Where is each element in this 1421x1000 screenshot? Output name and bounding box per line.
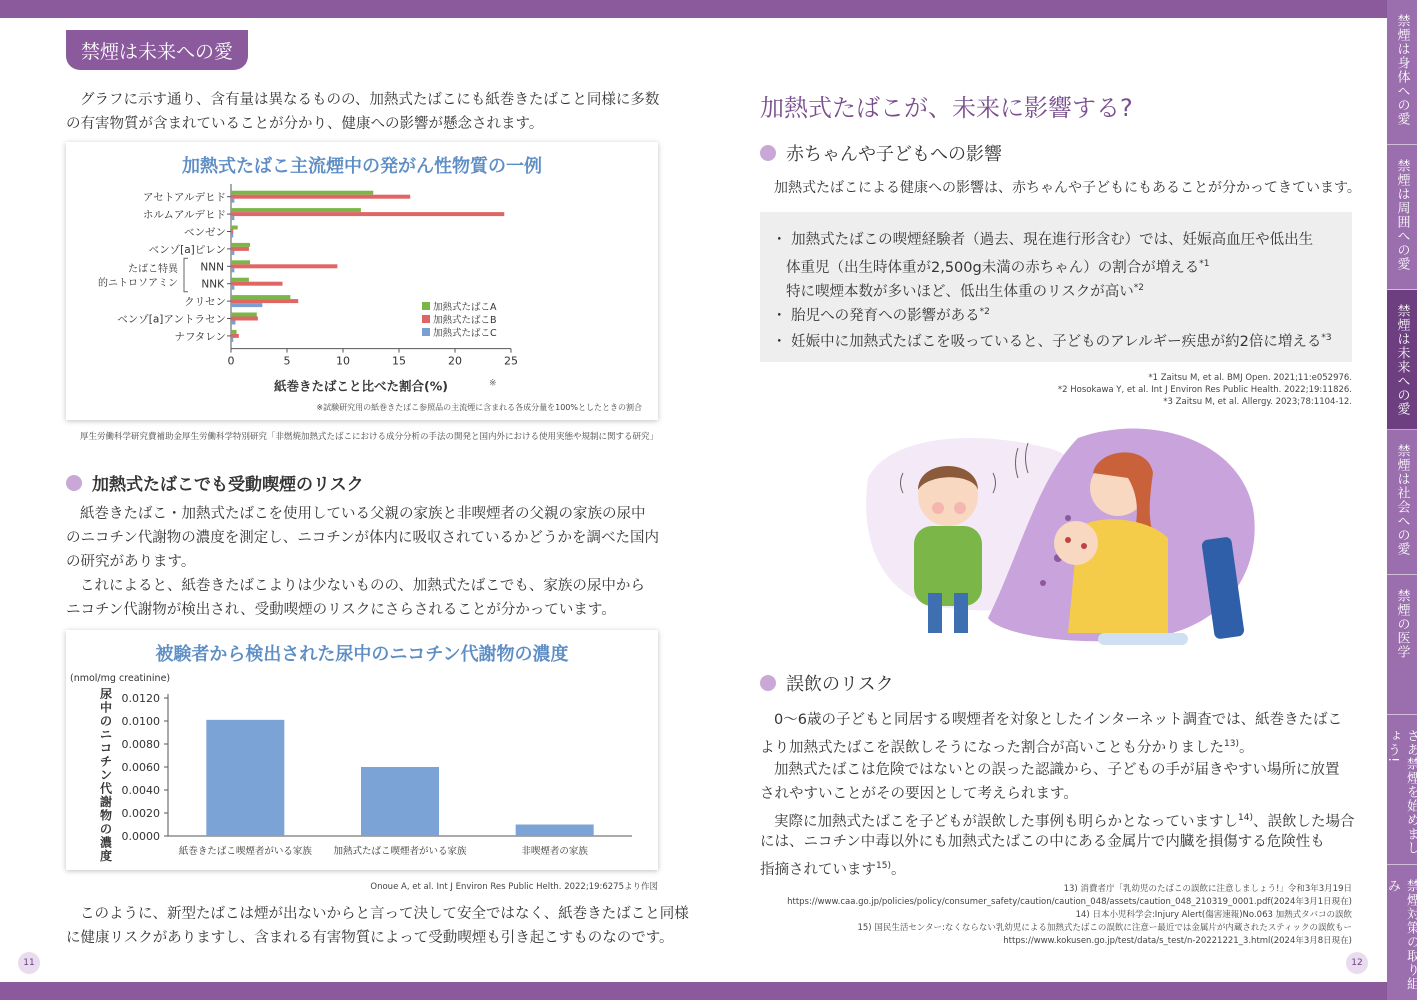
heading-text: 誤飲のリスク [786,674,894,695]
unit-label: (nmol/mg creatinine) [70,673,171,684]
legend-label: 加熱式たばこB [433,315,497,326]
bar [231,330,237,334]
bar [231,243,250,247]
intro-line-1: グラフに示す通り、含有量は異なるものの、加熱式たばこにも紙巻きたばこと同様に多数 [80,92,660,108]
ingest-p1-1: 0〜6歳の子どもと同居する喫煙者を対象としたインターネット調査では、紙巻きたばこ [774,712,1343,728]
chart-title: 加熱式たばこ主流煙中の発がん性物質の一例 [182,156,542,177]
bar [231,216,234,220]
paragraph-text: 。 [890,861,906,878]
carcinogen-chart [66,142,658,420]
source-1: 厚生労働科学研究費補助金厚生労働科学特別研究「非燃焼加熱式たばこにおける成分分析の手法の開発と国内外における使用実態や規制に関する研究」 [79,432,658,442]
category-label: NNK [201,278,224,291]
footnote-mark: *1 [1199,259,1210,269]
page-title: 加熱式たばこが、未来に影響する? [760,94,1133,122]
y-tick-label: 0.0000 [121,830,160,843]
footnote-mark: 15) [876,861,891,871]
passive-p1-2: のニコチン代謝物の濃度を測定し、ニコチンが体内に吸収されているかどうかを調べた国内 [66,530,660,546]
side-tab-measures[interactable] [1387,865,1417,1000]
side-tab-future[interactable] [1387,290,1417,430]
bar [231,286,234,290]
chart-title: 被験者から検出された尿中のニコチン代謝物の濃度 [155,644,569,665]
y-tick-label: 0.0060 [121,761,160,774]
heading-children [760,140,1002,166]
bar [231,212,504,216]
legend-label: 加熱式たばこA [433,302,497,313]
bar [231,234,233,238]
side-tab-nav [1387,0,1417,1000]
bar [231,199,234,203]
bar [361,767,439,836]
effect-item-3 [772,326,1332,354]
bar [231,299,298,303]
page-number-right: 12 [1346,952,1368,974]
x-tick-label: 10 [336,354,350,368]
paragraph-text: 、誤飲した場合 [1252,813,1355,830]
bar [231,278,249,282]
bar [231,282,283,286]
footnote-mark: *2 [979,307,990,317]
y-axis-label-char: 尿 [99,687,113,701]
x-axis-label: 紙巻きたばこと比べた割合(%) [274,378,448,394]
effect-text: ・ 妊娠中に加熱式たばこを吸っていると、子どものアレルギー疾患が約2倍に増える [772,333,1322,350]
nicotine-chart-svg [66,630,658,870]
bar [231,317,258,321]
bar [231,313,257,317]
y-axis-label-char: 濃 [99,835,113,850]
reference-15: 15) 国民生活センター:なくならない乳幼児による加熱式たばこの誤飲に注意ー最近では金属片が内蔵されたスティックの誤飲もー [857,923,1352,933]
bar [231,247,249,251]
y-axis-label-char: コ [99,741,113,755]
y-tick-label: 0.0100 [121,715,160,728]
side-tab-medicine[interactable] [1387,575,1417,715]
reference-1: *1 Zaitsu M, et al. BMJ Open. 2021;11:e052976. [1148,373,1352,383]
passive-p1-1: 紙巻きたばこ・加熱式たばこを使用している父親の家族と非喫煙者の父親の家族の尿中 [80,506,646,522]
paragraph-text: 。 [1238,739,1254,756]
y-axis-label-char: の [99,822,113,836]
category-label: ナフタレン [174,330,226,343]
intro-line-2: の有害物質が含まれていることが分かり、健康への影響が懸念されます。 [66,116,544,132]
legend-swatch [422,315,430,323]
x-tick-label: 0 [227,354,235,368]
category-label: ベンゾ[a]ピレン [148,243,226,256]
ingest-p2-2: されやすいことがその要因として考えられます。 [760,786,1078,802]
category-label: アセトアルデヒド [142,191,226,204]
side-tab-label: 禁煙は未来への愛 [1394,304,1410,416]
bar [231,195,410,199]
effect-item-1-line-1: ・ 加熱式たばこの喫煙経験者（過去、現在進行形含む）では、妊娠高血圧や低出生 [772,232,1314,248]
x-tick-label: 15 [392,354,406,368]
footnote-mark: *3 [1321,333,1332,343]
carcinogen-chart-svg [66,142,658,420]
side-tab-label: さあ禁煙を始めましょう! [1385,729,1419,855]
bar [231,334,239,338]
y-tick-label: 0.0120 [121,692,160,705]
legend-label: 加熱式たばこC [433,328,497,339]
ingest-p3-3 [760,854,905,882]
nicotine-chart [66,630,658,870]
bullet-dot-icon [66,475,82,491]
x-axis-label-mark: ※ [489,378,497,389]
x-category-label: 紙巻きたばこ喫煙者がいる家族 [178,846,312,857]
side-tab-body[interactable] [1387,0,1417,145]
bar [231,191,373,195]
section-badge: 禁煙は未来への愛 [66,30,248,70]
page-number-left: 11 [18,952,40,974]
effect-text: ・ 胎児への発育への影響がある [772,307,980,324]
footnote-mark: 13) [1224,739,1239,749]
paragraph-text: より加熱式たばこを誤飲しそうになった割合が高いことも分かりました [760,739,1224,756]
paragraph-text: 指摘されています [760,861,876,878]
reference-3: *3 Zaitsu M, et al. Allergy. 2023;78:1104-12. [1163,397,1352,407]
x-tick-label: 25 [504,354,518,368]
bar [231,208,361,212]
side-tab-label: 禁煙は周囲への愛 [1394,159,1410,271]
heading-text: 加熱式たばこでも受動喫煙のリスク [92,475,364,495]
y-axis-label-char: の [99,714,113,728]
bar [231,338,233,342]
y-axis-label-char: チ [99,754,113,769]
side-tab-society[interactable] [1387,430,1417,575]
bar [231,321,235,325]
mother-and-children-illustration [848,418,1268,658]
top-bar [0,0,1387,18]
y-tick-label: 0.0080 [121,738,160,751]
reference-2: *2 Hosokawa Y, et al. Int J Environ Res Public Health. 2022;19:11826. [1057,385,1352,395]
group-label-line-2: 的ニトロソアミン [98,278,178,289]
footnote-mark: 14) [1238,813,1253,823]
reference-15-url[interactable]: https://www.kokusen.go.jp/test/data/s_test/n-20221221_3.html(2024年3月8日現在) [1003,936,1352,946]
bar [231,295,290,299]
effect-text: 特に喫煙本数が多いほど、低出生体重のリスクが高い [786,283,1134,300]
ingest-p2-1: 加熱式たばこは危険ではないとの誤った認識から、子どもの手が届きやすい場所に放置 [774,762,1340,778]
effect-item-2 [772,300,990,328]
y-axis-label-char: 中 [99,700,113,715]
reference-13: 13) 消費者庁「乳幼児のたばこの誤飲に注意しましょう!」令和3年3月19日 [1063,884,1352,894]
side-tab-label: 禁煙対策の取り組み [1385,879,1419,991]
reference-13-url[interactable]: https://www.caa.go.jp/policies/policy/consumer_safety/caution/caution_048/assets/caution_048_210319_0001.pdf(2024年3月1日現在) [787,897,1352,907]
legend-swatch [422,328,430,336]
side-tab-label: 禁煙の医学 [1394,589,1410,659]
children-paragraph: 加熱式たばこによる健康への影響は、赤ちゃんや子どもにもあることが分かってきています。 [774,180,1361,196]
passive-p2-2: ニコチン代謝物が検出され、受動喫煙のリスクにさらされることが分かっています。 [66,602,616,618]
ingest-p3-2: には、ニコチン中毒以外にも加熱式たばこの中にある金属片で内臓を損傷する危険性も [760,834,1325,850]
chart-note: ※試験研究用の紙巻きたばこ参照品の主流煙に含まれる各成分量を100%としたときの割合 [316,403,642,412]
y-axis-label-char: 代 [99,781,113,796]
source-2: Onoue A, et al. Int J Environ Res Public Helth. 2022;19:6275より作図 [370,882,658,892]
bar [231,303,262,307]
bar [231,264,337,268]
bar [231,251,234,255]
heading-passive-smoking [66,470,364,495]
group-label-line-1: たばこ特異 [128,264,178,275]
closing-2: に健康リスクがありますし、含まれる有害物質によって受動喫煙も引き起こすものなのです。 [66,930,674,946]
group-bracket [184,258,188,291]
bar [231,230,233,234]
passive-p2-1: これによると、紙巻きたばこよりは少ないものの、加熱式たばこでも、家族の尿中から [80,578,645,594]
bar [231,260,250,264]
closing-1: このように、新型たばこは煙が出ないからと言って決して安全ではなく、紙巻きたばこと同様 [80,906,689,922]
category-label: ベンゾ[a]アントラセン [117,313,226,326]
ingest-p1-2 [760,732,1253,760]
side-tab-label: 禁煙は社会への愛 [1394,444,1410,556]
bar [231,268,234,272]
bar [206,720,284,836]
side-tab-label: 禁煙は身体への愛 [1394,14,1410,126]
heading-ingestion [760,670,894,696]
category-label: クリセン [184,296,226,309]
legend-swatch [422,302,430,310]
effect-text: 体重児（出生時体重が2,500g未満の赤ちゃん）の割合が増える [786,259,1200,276]
y-tick-label: 0.0020 [121,807,160,820]
x-tick-label: 5 [283,354,291,368]
category-label: ホルムアルデヒド [142,209,226,222]
side-tab-surroundings[interactable] [1387,145,1417,290]
category-label: NNN [200,261,224,274]
x-category-label: 加熱式たばこ喫煙者がいる家族 [333,846,467,857]
passive-p1-3: の研究があります。 [66,554,196,570]
x-tick-label: 20 [448,354,462,368]
y-axis-label-char: 度 [99,849,113,863]
heading-text: 赤ちゃんや子どもへの影響 [786,144,1002,165]
y-axis-label-char: ニ [99,727,113,742]
bullet-dot-icon [760,675,776,691]
bar [231,226,238,230]
category-label: ベンゼン [184,226,226,239]
side-tab-start[interactable] [1387,715,1417,865]
footnote-mark: *2 [1133,283,1144,293]
y-axis-label-char: 物 [99,808,113,823]
bar [516,825,594,837]
bullet-dot-icon [760,145,776,161]
y-tick-label: 0.0040 [121,784,160,797]
y-axis-label-char: ン [99,768,113,782]
x-category-label: 非喫煙者の家族 [521,846,588,857]
paragraph-text: 実際に加熱式たばこを子どもが誤飲した事例も明らかとなっていますし [774,813,1238,830]
bottom-bar [0,982,1387,1000]
reference-14: 14) 日本小児科学会:Injury Alert(傷害速報)No.063 加熱式タバコの誤飲 [1075,910,1352,920]
y-axis-label-char: 謝 [99,795,113,809]
